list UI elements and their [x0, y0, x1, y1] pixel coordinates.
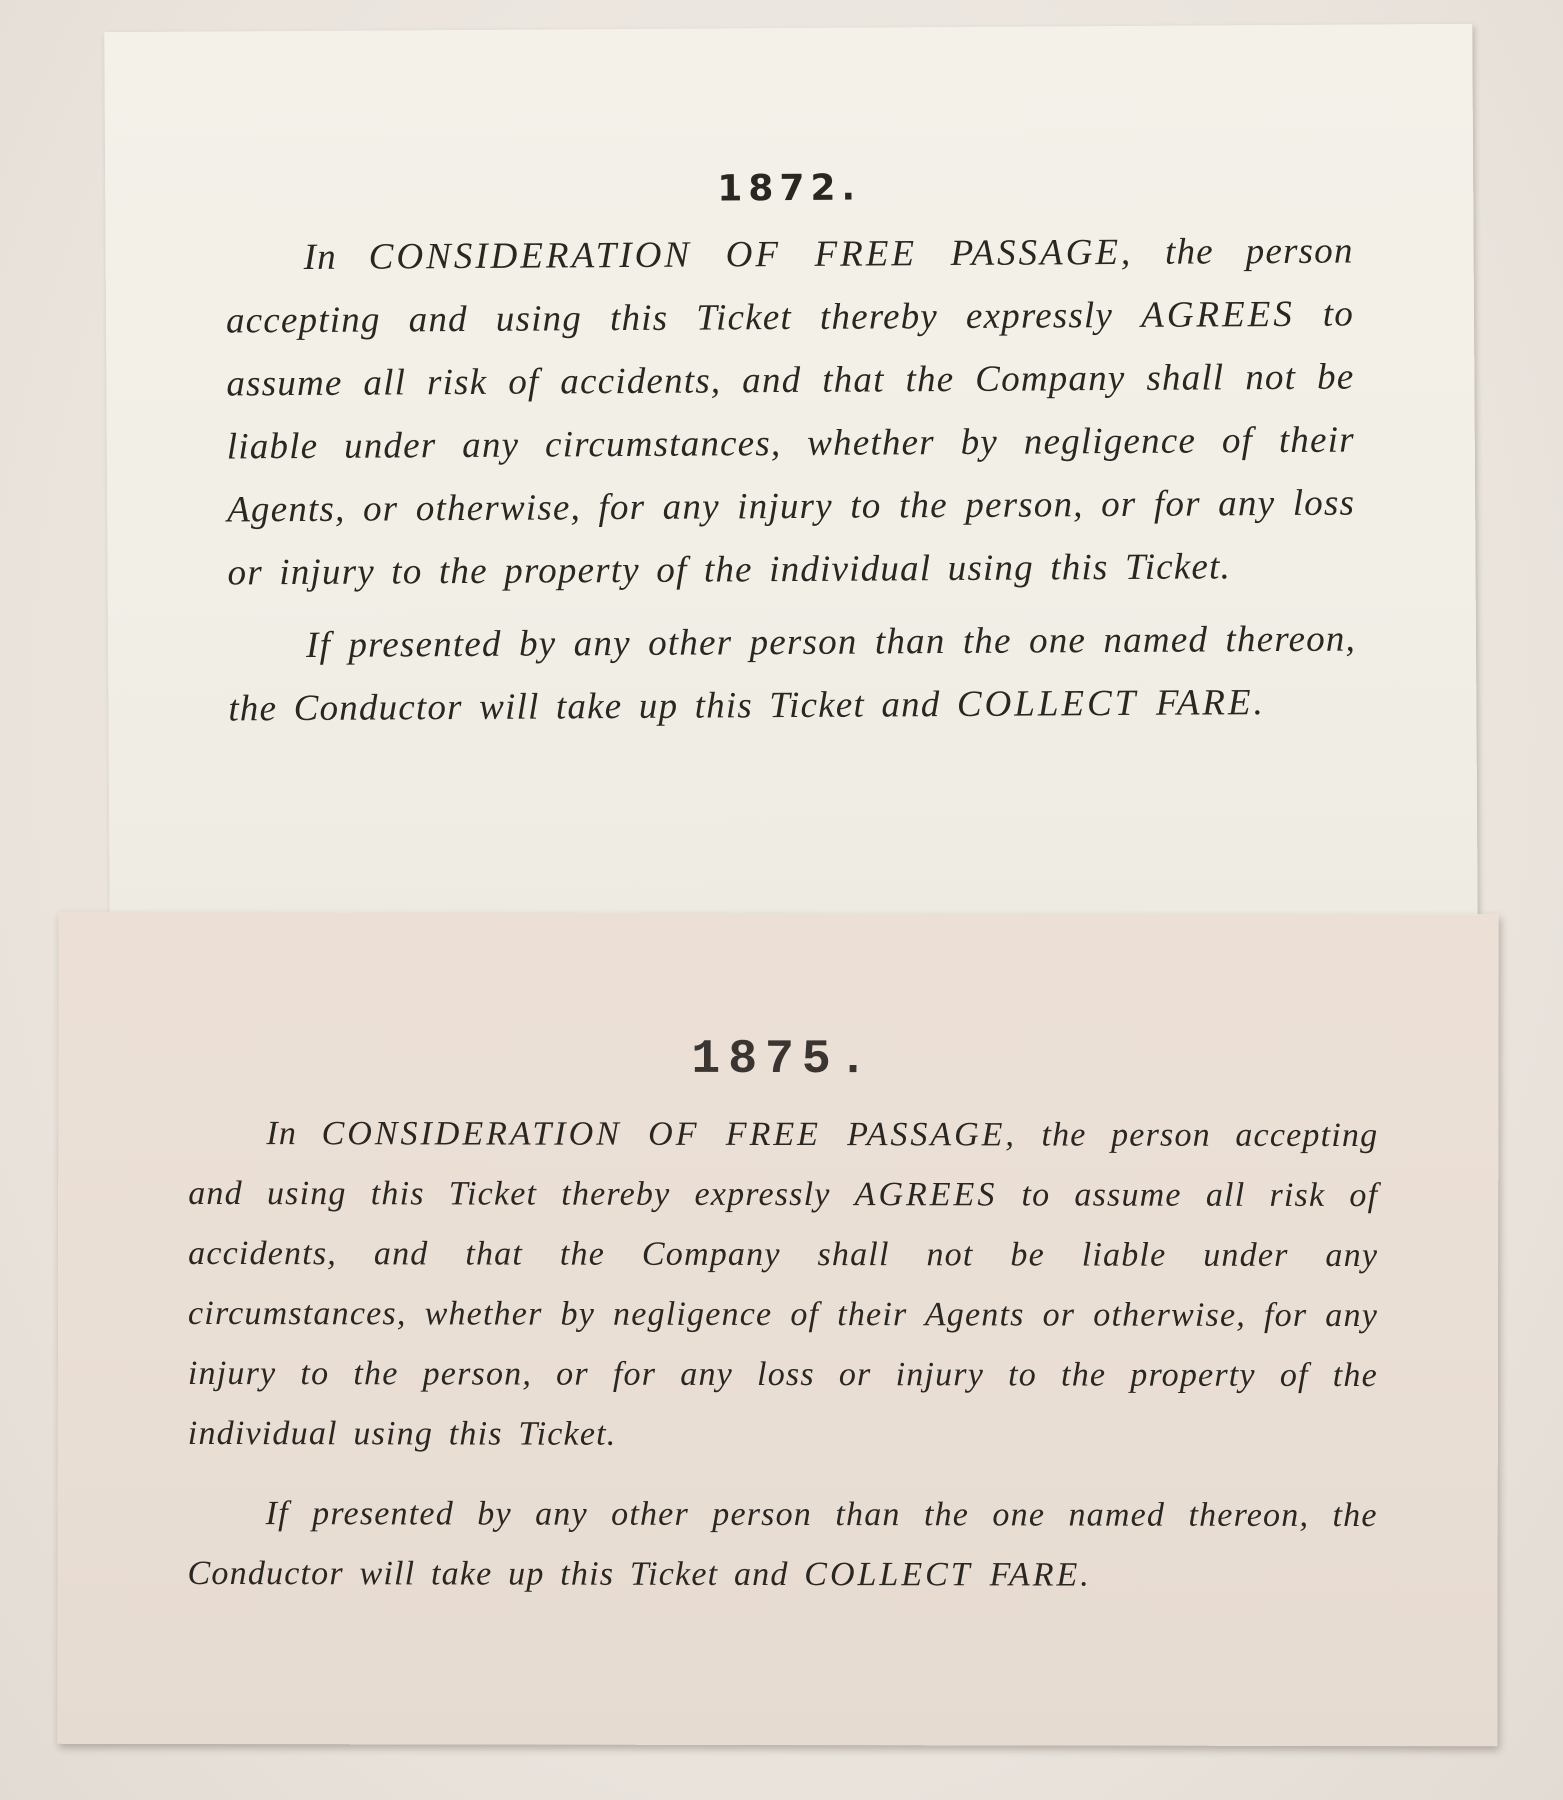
terms-lead-word: In [303, 236, 337, 278]
conductor-text: If presented by any other person than the one named thereon, the Conductor will take up this Ticket and [187, 1495, 1378, 1594]
terms-text-a: the person accepting and using this Ticket thereby expressly [225, 230, 1354, 342]
ticket-year-1875: 1875. [691, 1032, 876, 1088]
ticket-card-1872 [104, 24, 1478, 937]
terms-caps-agrees: AGREES [854, 1176, 998, 1214]
ticket-year-1872: 1872. [717, 167, 862, 210]
ticket-conductor-paragraph [188, 1484, 1378, 1606]
conductor-caps-collect-fare: COLLECT FARE. [956, 682, 1266, 725]
conductor-text: If presented by any other person than the one named thereon, the Conductor will take up this Ticket and [228, 618, 1357, 730]
ticket-terms-paragraph [225, 220, 1355, 605]
terms-lead-word: In [266, 1115, 298, 1153]
ticket-card-1875 [57, 912, 1498, 1747]
ticket-conductor-paragraph [228, 608, 1357, 741]
terms-caps-agrees: AGREES [1141, 293, 1295, 336]
terms-text-b: to assume all risk of accidents, and that the Company shall not be liable under any circumstances, whether by negligence of their Agents or otherwise, for any injury to the person, or for any loss or injury to the property of the individual using this Ticket. [187, 1176, 1379, 1453]
ticket-terms-paragraph [188, 1104, 1379, 1466]
terms-text-a: the person accepting and using this Ticket thereby expressly [188, 1116, 1379, 1214]
terms-caps-heading: CONSIDERATION OF FREE PASSAGE, [321, 1115, 1017, 1154]
terms-text-b: to assume all risk of accidents, and that the Company shall not be liable under any circumstances, whether by negligence of their Agents, or otherwise, for any injury to the person, or for any loss or injury to the property of the individual using this Ticket. [226, 293, 1356, 594]
conductor-caps-collect-fare: COLLECT FARE. [804, 1556, 1092, 1594]
terms-caps-heading: CONSIDERATION OF FREE PASSAGE, [368, 231, 1134, 278]
